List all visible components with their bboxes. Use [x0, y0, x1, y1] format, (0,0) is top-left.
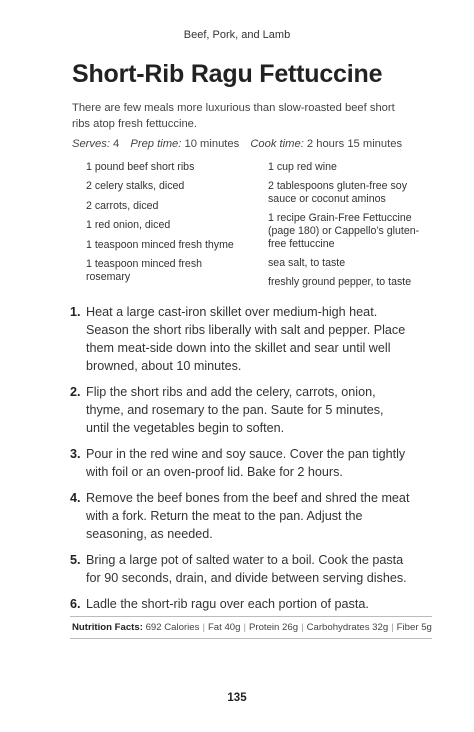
ingredient-item: 1 teaspoon minced fresh thyme — [86, 238, 234, 251]
instruction-step — [70, 489, 410, 543]
ingredients-column-left — [86, 161, 246, 296]
ingredient-item: 2 tablespoons gluten-free soy sauce or coconut aminos — [268, 180, 407, 205]
nutrition-separator: | — [202, 622, 205, 633]
instruction-step — [70, 445, 410, 481]
nutrition-separator: | — [391, 622, 394, 633]
nutrition-item: Fat 40g — [207, 622, 241, 633]
cook-time-label: Cook time: — [250, 138, 304, 150]
prep-time-value: 10 minutes — [184, 138, 240, 150]
step-number: 6. — [70, 597, 81, 611]
nutrition-separator: | — [301, 622, 304, 633]
serves-label: Serves: — [72, 138, 110, 150]
step-number: 4. — [70, 491, 81, 505]
ingredient-item: 1 teaspoon minced fresh rosemary — [86, 257, 203, 283]
instruction-step — [70, 551, 410, 587]
nutrition-item: Protein 26g — [248, 622, 299, 633]
ingredient-item: 1 red onion, diced — [86, 219, 171, 232]
nutrition-item: 692 Calories — [145, 622, 200, 633]
instructions-list — [70, 303, 410, 621]
nutrition-separator: | — [243, 622, 246, 633]
step-text: Ladle the short-rib ragu over each portion of pasta. — [86, 597, 369, 611]
nutrition-facts — [70, 616, 432, 639]
recipe-title: Short-Rib Ragu Fettuccine — [72, 60, 383, 88]
instruction-step — [70, 595, 410, 613]
step-text: Pour in the red wine and soy sauce. Cover the pan tightly with foil or an oven-proof lid. Bake for 2 hours. — [86, 447, 406, 479]
step-text: Flip the short ribs and add the celery, carrots, onion, thyme, and rosemary to the pan. Saute for 5 minutes, until the vegetables begin to soften. — [86, 385, 384, 435]
ingredient-item: 2 celery stalks, diced — [86, 180, 185, 193]
ingredient-item: sea salt, to taste — [268, 256, 346, 269]
recipe-intro: There are few meals more luxurious than slow-roasted beef short ribs atop fresh fettuccine. — [72, 102, 395, 130]
serves-value: 4 — [113, 138, 120, 150]
step-number: 1. — [70, 305, 81, 319]
ingredients-column-right — [268, 161, 426, 296]
step-text: Remove the beef bones from the beef and shred the meat with a fork. Return the meat to the pan. Adjust the seasoning, as needed. — [86, 491, 410, 541]
running-head: Beef, Pork, and Lamb — [183, 29, 291, 41]
nutrition-items — [146, 622, 432, 633]
ingredient-item: 1 pound beef short ribs — [86, 161, 195, 173]
ingredient-item: 1 cup red wine — [268, 161, 337, 173]
instruction-step — [70, 303, 410, 375]
page-number: 135 — [227, 692, 247, 704]
cook-time-value: 2 hours 15 minutes — [306, 138, 403, 150]
nutrition-label: Nutrition Facts: — [72, 622, 143, 633]
ingredient-item: 1 recipe Grain-Free Fettuccine (page 180) or Cappello’s gluten-free fettuccine — [268, 212, 420, 250]
step-text: Bring a large pot of salted water to a boil. Cook the pasta for 90 seconds, drain, and divide between serving dishes. — [86, 553, 407, 585]
ingredients-list — [86, 161, 426, 296]
ingredient-item: 2 carrots, diced — [86, 199, 159, 212]
step-number: 3. — [70, 447, 81, 461]
step-text: Heat a large cast-iron skillet over medium-high heat. Season the short ribs liberally with salt and pepper. Place them meat-side down into the skillet and sear until well browned, about 10 minutes. — [86, 305, 406, 373]
step-number: 2. — [70, 385, 81, 399]
nutrition-item: Fiber 5g — [396, 622, 432, 633]
step-number: 5. — [70, 553, 81, 567]
instruction-step — [70, 383, 410, 437]
nutrition-item: Carbohydrates 32g — [306, 622, 389, 633]
ingredient-item: freshly ground pepper, to taste — [268, 276, 412, 289]
recipe-meta — [72, 138, 402, 150]
prep-time-label: Prep time: — [130, 138, 182, 150]
